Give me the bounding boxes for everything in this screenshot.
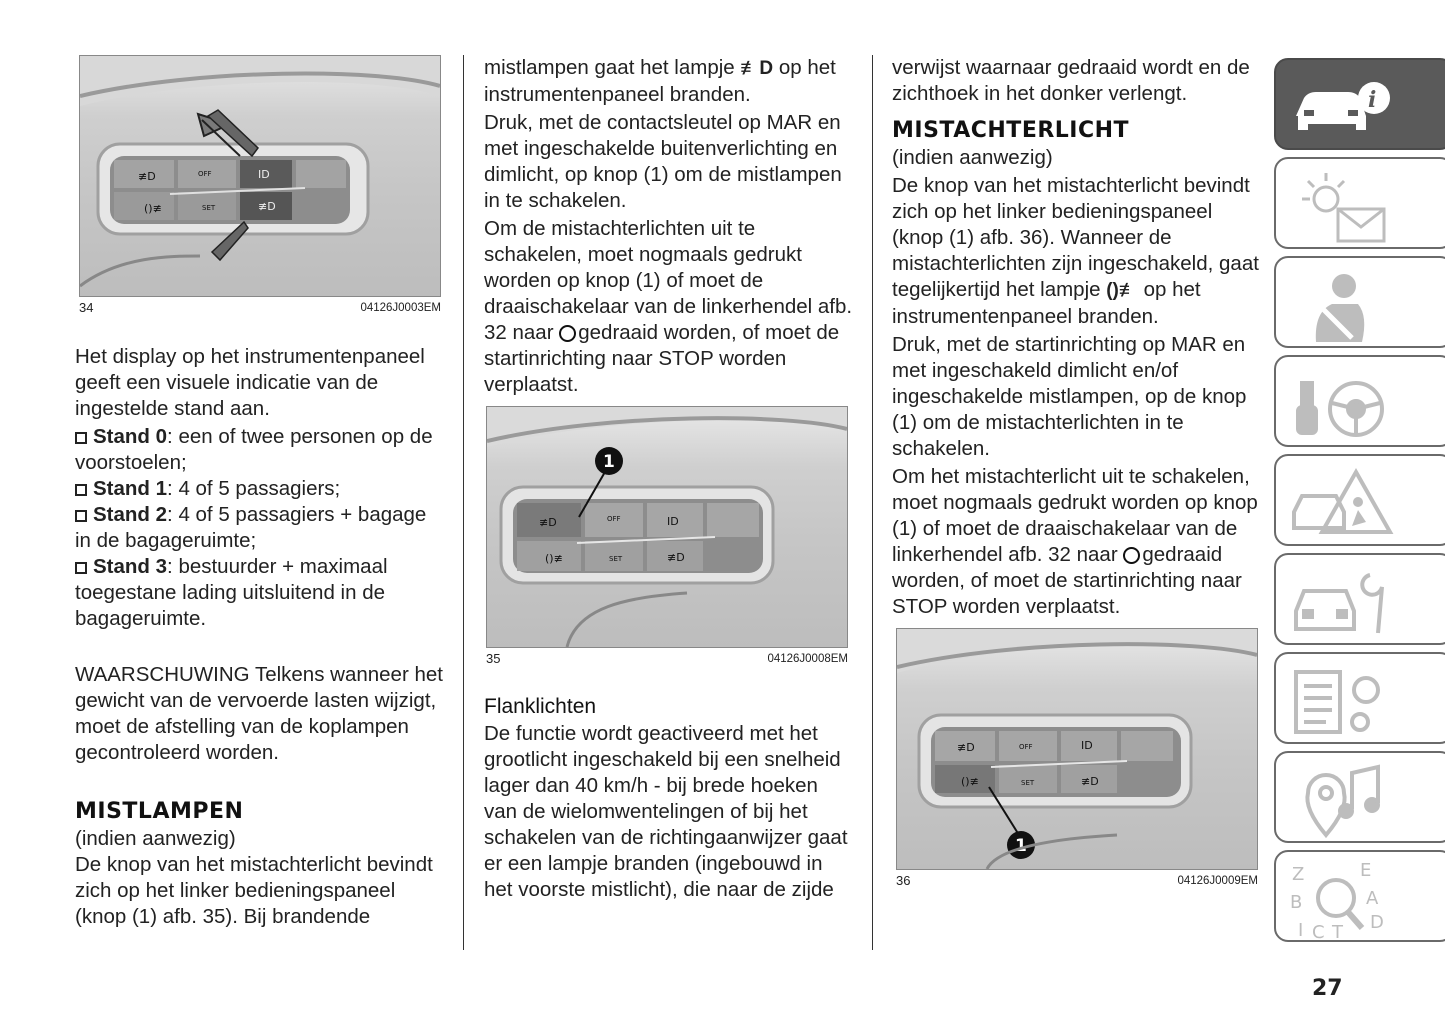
bullet-square-icon [75, 432, 87, 444]
technical-data-icon [1286, 660, 1396, 740]
figure-34-caption [79, 300, 441, 316]
figure-code: 04126J0008EM [767, 653, 848, 665]
bullet-square-icon [75, 484, 87, 496]
figure-36-image [896, 628, 1258, 870]
col3-p2: Druk, met de startinrichting op MAR en met ingeschakeld dimlicht en/of ingeschakelde mistlampen, op de knop (1) om de mistachterlichten in te schakelen. [892, 333, 1247, 460]
maintenance-icon [1286, 561, 1396, 641]
col2-p2: Druk, met de contactsleutel op MAR en met ingeschakelde buitenverlichting en dimlicht, op knop (1) om de mistlampen in te schakelen. [484, 111, 842, 212]
set-label: SET [202, 204, 216, 212]
col3-p3: Om het mistachterlicht uit te schakelen, moet nogmaals gedrukt worden op knop (1) of moet de draaischakelaar van de linkerhendel afb. 32 naar gedraaid worden, of moet de startinrichting naar STOP worden verplaatst. [892, 465, 1258, 618]
svg-text:D: D [1370, 912, 1384, 933]
svg-text:≢D: ≢D [957, 741, 975, 754]
col3-p1: De knop van het mistachterlicht bevindt zich op het linker bedieningspaneel (knop (1) afb. 36). Wanneer de mistachterlichten zijn ingeschakeld, gaat tegelijkertijd het lampje ()≢ op het instrumentenpaneel branden. [892, 174, 1259, 328]
col2-body: De functie wordt geactiveerd met het grootlicht ingeschakeld bij een snelheid lager dan 40 km/h - bij brede hoeken van de wielomwentelingen of bij het schakelen van de richtingaanwijzer gaat er een lampje branden (ingebouwd in het voorste mistlicht), die naar de zijde [484, 722, 848, 901]
svg-text:()≢: ()≢ [961, 775, 979, 788]
multimedia-icon [1286, 759, 1396, 839]
figure-number: 34 [79, 300, 94, 315]
tab-warning-lights[interactable] [1274, 157, 1445, 249]
svg-text:()≢: ()≢ [545, 552, 563, 565]
svg-text:B: B [1290, 892, 1303, 913]
callout-1: 1 [603, 452, 615, 472]
svg-text:≢D: ≢D [138, 170, 156, 183]
off-label: OFF [198, 170, 212, 178]
list-item: Stand 1: 4 of 5 passagiers; [75, 476, 447, 502]
svg-text:i: i [1368, 87, 1377, 113]
svg-text:ID: ID [1081, 739, 1093, 752]
warning-text: WAARSCHUWING Telkens wanneer het gewicht van de vervoerde lasten wijzigt, moet de afstelling van de koplampen gecontroleerd worden. [75, 663, 443, 764]
col2-p3: Om de mistachterlichten uit te schakelen, moet nogmaals gedrukt worden op knop (1) of moet de draaischakelaar van de linkerhendel afb. 32 naar gedraaid worden, of moet de startinrichting naar STOP worden verplaatst. [484, 217, 853, 396]
section-heading-flanklichten: Flanklichten [484, 695, 597, 718]
callout-1: 1 [1015, 836, 1027, 856]
figure-number: 36 [896, 873, 911, 888]
bullet-square-icon [75, 510, 87, 522]
warning-lights-icon [1286, 165, 1396, 245]
svg-text:SET: SET [1021, 779, 1035, 787]
figure-36 [896, 628, 1258, 889]
svg-text:Z: Z [1292, 864, 1305, 885]
col1-intro: Het display op het instrumentenpaneel geeft een visuele indicatie van de ingestelde stand aan. [75, 345, 425, 420]
col1-body: De knop van het mistachterlicht bevindt zich op het linker bedieningspaneel (knop (1) afb. 35). Bij brandende [75, 853, 433, 928]
figure-35-caption [486, 651, 848, 667]
svg-text:≢D: ≢D [539, 516, 557, 529]
tab-maintenance[interactable] [1274, 553, 1445, 645]
tab-key-steering[interactable] [1274, 355, 1445, 447]
off-position-ring-icon [559, 325, 576, 342]
index-icon [1286, 858, 1396, 942]
figure-34-image [79, 55, 441, 297]
figure-36-caption [896, 873, 1258, 889]
figure-code: 04126J0003EM [360, 302, 441, 314]
tab-car-info[interactable] [1274, 58, 1445, 150]
column-divider [463, 55, 464, 950]
off-position-ring-icon [1123, 547, 1140, 564]
svg-text:E: E [1360, 860, 1372, 881]
col2-p1: mistlampen gaat het lampje ≢D op het instrumentenpaneel branden. [484, 56, 836, 106]
tab-airbag-safety[interactable] [1274, 256, 1445, 348]
list-item: Stand 0: een of twee personen op de voorstoelen; [75, 425, 433, 474]
svg-text:C: C [1312, 922, 1325, 942]
column-divider [872, 55, 873, 950]
tab-emergency[interactable] [1274, 454, 1445, 546]
list-item: Stand 2: 4 of 5 passagiers + bagage in de bagageruimte; [75, 503, 427, 552]
figure-35-image [486, 406, 848, 648]
section-heading-mistlampen: MISTLAMPEN [75, 799, 244, 824]
figure-number: 35 [486, 651, 501, 666]
svg-text:I: I [1298, 920, 1304, 941]
svg-text:OFF: OFF [1019, 743, 1033, 751]
column-3 [892, 55, 1264, 889]
list-item: Stand 3: bestuurder + maximaal toegestane lading uitsluitend in de bagageruimte. [75, 555, 388, 630]
section-subtitle: (indien aanwezig) [75, 827, 236, 850]
airbag-safety-icon [1286, 264, 1396, 344]
car-info-icon [1286, 66, 1396, 146]
svg-text:OFF: OFF [607, 515, 621, 523]
tab-index[interactable] [1274, 850, 1445, 942]
svg-text:ID: ID [667, 515, 679, 528]
col3-p0: verwijst waarnaar gedraaid wordt en de zichthoek in het donker verlengt. [892, 56, 1250, 105]
bullet-square-icon [75, 562, 87, 574]
section-heading-mistachterlicht: MISTACHTERLICHT [892, 118, 1130, 143]
tab-technical-data[interactable] [1274, 652, 1445, 744]
figure-34 [79, 55, 441, 316]
key-steering-icon [1286, 363, 1396, 443]
emergency-icon [1286, 462, 1396, 542]
front-fog-light-icon: ≢D [740, 58, 774, 79]
svg-text:T: T [1332, 922, 1343, 942]
column-2 [484, 55, 856, 903]
svg-text:ID: ID [258, 168, 270, 181]
svg-text:A: A [1366, 888, 1379, 909]
svg-text:()≢: ()≢ [144, 202, 162, 215]
figure-35 [486, 406, 848, 667]
svg-text:SET: SET [609, 555, 623, 563]
figure-code: 04126J0009EM [1177, 875, 1258, 887]
section-subtitle: (indien aanwezig) [892, 146, 1053, 169]
column-1 [75, 55, 447, 930]
svg-text:≢D: ≢D [258, 200, 276, 213]
tab-multimedia[interactable] [1274, 751, 1445, 843]
rear-fog-light-icon: ()≢ [1106, 280, 1138, 301]
page-number: 27 [1312, 976, 1343, 1001]
svg-text:≢D: ≢D [1081, 775, 1099, 788]
svg-text:≢D: ≢D [667, 551, 685, 564]
